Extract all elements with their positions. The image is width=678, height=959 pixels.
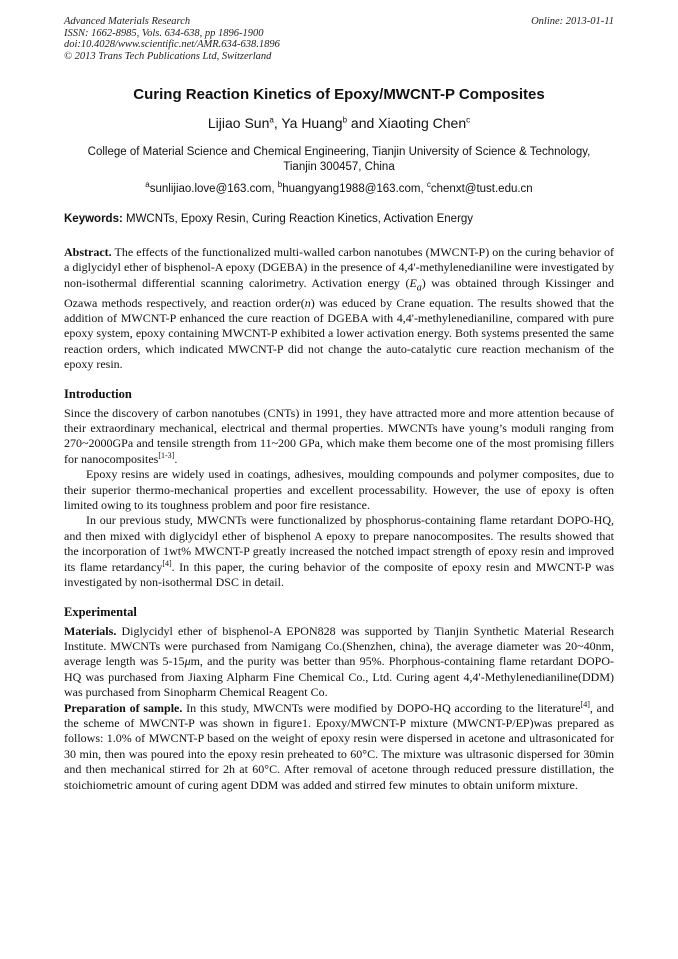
email-link[interactable]: sunlijiao.love@163.com (149, 183, 272, 195)
author-mark: a (269, 115, 274, 125)
email-link[interactable]: huangyang1988@163.com (282, 183, 421, 195)
intro-paragraph-3 (64, 513, 614, 590)
abstract-paragraph (64, 245, 614, 373)
email-link[interactable]: chenxt@tust.edu.cn (430, 183, 533, 195)
intro-paragraph-2: Epoxy resins are widely used in coatings, adhesives, moulding compounds and polymer composites, due to their superior thermo-mechanical properties and excellent processability. However, the use of epoxy is often limited owing to its toughness problem and poor fire resistance. (64, 467, 614, 513)
intro-text: Since the discovery of carbon nanotubes (CNTs) in 1991, they have attracted more and more attention because of their extraordinary mechanical, electrical and thermal properties. MWCNTs have young’s moduli ranging from 270~2000GPa and tensile strength from 11~200 GPa, which make them become one of the most promising fillers for nanocomposites (64, 405, 614, 466)
author-mark: b (342, 115, 348, 125)
online-date: Online: 2013-01-11 (531, 16, 614, 27)
author-name: Xiaoting Chen (378, 115, 467, 131)
paper-title: Curing Reaction Kinetics of Epoxy/MWCNT-P Composites (133, 86, 545, 103)
email-mark: b (277, 180, 283, 190)
affiliation-line: College of Material Science and Chemical Engineering, Tianjin University of Science & Technology, (87, 146, 591, 158)
intro-text: In our previous study, MWCNTs were functionalized by phosphorus-containing flame retardant DOPO-HQ, and then mixed with diglycidyl ether of bisphenol A epoxy to prepare nanocomposites. The results showed that the incorporation of 1wt% MWCNT-P greatly increased the notched impact strength of epoxy resin and improved its flame retardancy (64, 513, 614, 574)
intro-text: . In this paper, the curing behavior of the composite of epoxy resin and MWCNT-P was investigated by non-isothermal DSC in detail. (64, 559, 614, 590)
email-mark: a (145, 180, 150, 190)
symbol-n: n (304, 295, 311, 310)
keywords (64, 213, 614, 225)
affiliation (64, 145, 614, 175)
citation-ref[interactable]: [1-3] (158, 450, 175, 460)
preparation-paragraph (64, 701, 614, 793)
journal-copyright: © 2013 Trans Tech Publications Ltd, Switzerland (64, 50, 272, 62)
affiliation-line: Tianjin 300457, China (283, 161, 395, 173)
intro-paragraph-1 (64, 406, 614, 468)
abstract-text: ) was obtained through Kissinger and Ozawa methods respectively, and reaction order( (64, 275, 614, 310)
materials-text: Diglycidyl ether of bisphenol-A EPON828 was supported by Tianjin Synthetic Material Research Institute. MWCNTs were purchased from Namigang Co.(Shenzhen, china), the average diameter was 20~40nm, average length was 5-15 (64, 623, 614, 669)
author-list (64, 115, 614, 131)
preparation-label: Preparation of sample. (64, 700, 183, 715)
author-mark: c (466, 115, 471, 125)
citation-ref[interactable]: [4] (162, 558, 172, 568)
journal-header (64, 16, 614, 62)
abstract-text: ) was educed by Crane equation. The results showed that the addition of MWCNT-P enhanced the cure reaction of DGEBA with 4,4'-methylenedianiline, compared with pure epoxy system, epoxy containing MWCNT-P exhibited a lower activation energy. Both systems presented the same reaction orders, which indicated MWCNT-P did not change the auto-catalytic cure reaction mechanism of the epoxy resin. (64, 295, 614, 372)
preparation-text: , and the scheme of MWCNT-P was shown in figure1. Epoxy/MWCNT-P mixture (MWCNT-P/EP)was prepared as follows: 1.0% of MWCNT-P based on the weight of epoxy resin were dispersed in acetone and ultrasonicated for 30 min, then was poured into the epoxy resin preheated to 60°C. The mixture was ultrasonic dispersed for 30min and then mechanical stirred for 2h at 60°C. After removal of acetone through reduced pressure distillation, the stoichiometric amount of curing agent DDM was added and stirred few minutes to obtain uniform mixture. (64, 700, 614, 792)
materials-text: m, and the purity was better than 95%. Phorphous-containing flame retardant DOPO-HQ was purchased from Jiaxing Alpharm Fine Chemical Co., Ltd. Curing agent 4,4'-Methylenedianiline(DDM) was purchased from Sinopharm Chemical Reagent Co. (64, 654, 615, 700)
citation-ref[interactable]: [4] (580, 699, 590, 709)
section-heading-experimental: Experimental (64, 604, 137, 619)
keywords-text: MWCNTs, Epoxy Resin, Curing Reaction Kinetics, Activation Energy (122, 213, 474, 225)
intro-text: . (174, 451, 178, 466)
section-heading-introduction: Introduction (64, 386, 132, 401)
symbol-ea: E (409, 275, 417, 290)
author-separator: , (273, 115, 282, 131)
email-list: $^a$sunlijiao.love@163.com, $^b$huangyang1988@163.com, $^c$chenxt@tust.edu.cn (145, 180, 533, 195)
symbol-mu: μ (184, 654, 191, 669)
journal-issn: ISSN: 1662-8985, Vols. 634-638, pp 1896-1900 (64, 27, 264, 39)
email-mark: c (426, 180, 431, 190)
materials-paragraph (64, 624, 614, 701)
abstract-text: The effects of the functionalized multi-walled carbon nanotubes (MWCNT-P) on the curing behavior of a diglycidyl ether of bisphenol-A epoxy (DGEBA) in the presence of 4,4'-methylenedianiline were investigated by non-isothermal differential scanning calorimetry. Activation energy ( (64, 245, 614, 290)
author-name: Ya Huang (281, 115, 343, 131)
journal-name: Advanced Materials Research (64, 16, 191, 27)
keywords-label: Keywords: (64, 213, 123, 225)
materials-label: Materials. (64, 623, 117, 638)
abstract-label: Abstract. (64, 245, 112, 259)
author-name: Lijiao Sun (207, 115, 270, 131)
journal-doi: doi:10.4028/www.scientific.net/AMR.634-638.1896 (64, 39, 280, 50)
symbol-ea-sub: a (416, 282, 422, 294)
preparation-text: In this study, MWCNTs were modified by DOPO-HQ according to the literature (182, 700, 581, 715)
author-separator: and (347, 115, 379, 131)
